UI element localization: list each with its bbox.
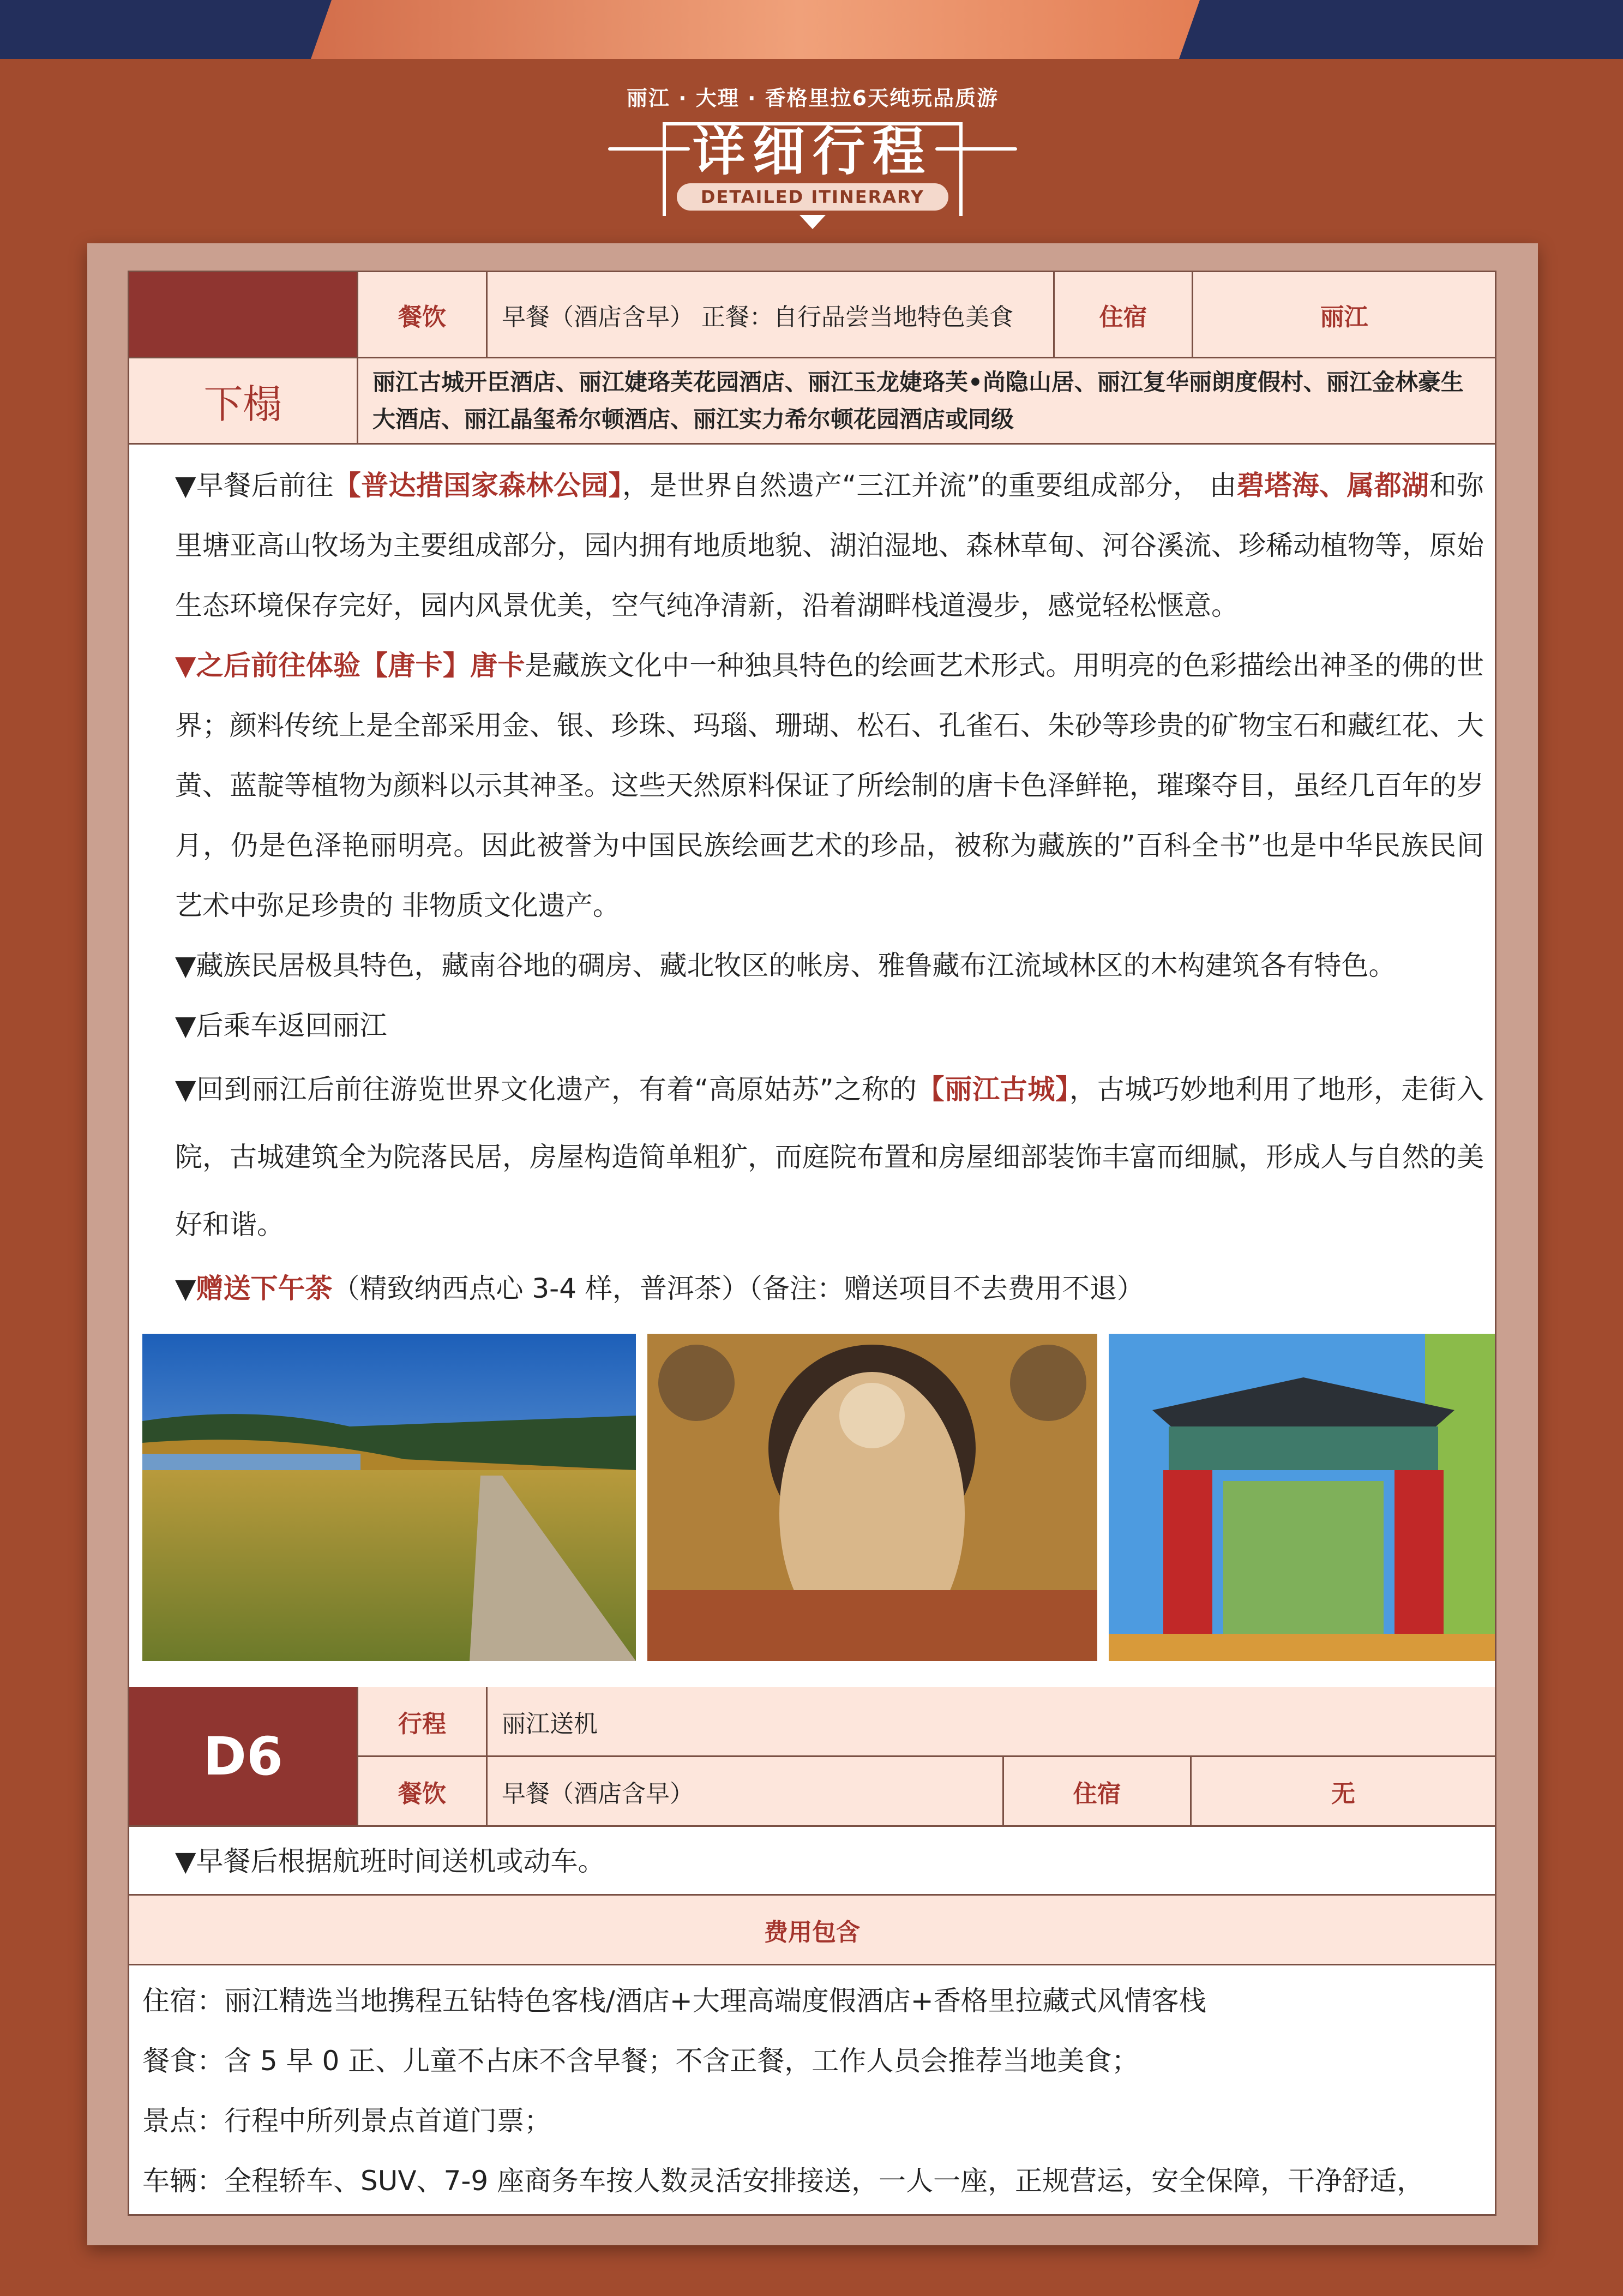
- day5-description: [142, 455, 1484, 1318]
- poi-lijiang-old-town: 【丽江古城】: [917, 1074, 1069, 1105]
- day6-route-label: 行程: [358, 1687, 488, 1757]
- day5-hotel-label: 下榻: [129, 358, 358, 445]
- photo-old-town-gate: [1109, 1334, 1496, 1661]
- top-banner-accent: [311, 0, 1200, 59]
- photo-forest-park: [142, 1334, 636, 1661]
- trip-subtitle: 丽江 · 大理 · 香格里拉6天纯玩品质游: [626, 86, 999, 110]
- photo-thangka: [647, 1334, 1097, 1661]
- day5-para-1: ▼早餐后前往【普达措国家森林公园】，是世界自然遗产“三江并流”的重要组成部分， 由碧塔海、属都湖和弥里塘亚高山牧场为主要组成部分，园内拥有地质地貌、湖泊湿地、森林草甸、河谷溪流、珍稀动植物等，原始生态环境保存完好，园内风景优美，空气纯净清新，沿着湖畔栈道漫步，感觉轻松惬意。: [175, 470, 1484, 621]
- day6-stay-label: 住宿: [1004, 1757, 1192, 1827]
- day6-meal-label: 餐饮: [358, 1757, 488, 1827]
- itinerary-card: [128, 271, 1496, 2216]
- day5-para-4: ▼后乘车返回丽江: [175, 1010, 387, 1041]
- fee-item-vehicle: 车辆：全程轿车、SUV、7-9 座商务车按人数灵活安排接送，一人一座，正规营运，安全保障，干净舒适，: [142, 2165, 1424, 2197]
- fee-item-meals: 餐食：含 5 早 0 正、儿童不占床不含早餐；不含正餐，工作人员会推荐当地美食；: [142, 2045, 1139, 2077]
- day6-note: ▼早餐后根据航班时间送机或动车。: [175, 1845, 605, 1877]
- gift-afternoon-tea: 赠送下午茶: [196, 1273, 333, 1304]
- down-triangle-icon: [800, 215, 826, 229]
- day6-day-badge: D6: [129, 1687, 358, 1827]
- day5-meal-label: 餐饮: [358, 272, 488, 358]
- day5-meal-value: 早餐（酒店含早） 正餐：自行品尝当地特色美食: [488, 272, 1055, 358]
- page-title: 详细行程: [693, 121, 933, 182]
- day5-stay-label: 住宿: [1055, 272, 1193, 358]
- day5-para-3: ▼藏族民居极具特色，藏南谷地的碉房、藏北牧区的帐房、雅鲁藏布江流域林区的木构建筑各有特色。: [175, 950, 1396, 981]
- day5-stay-value: 丽江: [1193, 272, 1495, 358]
- day6-route-value: 丽江送机: [488, 1687, 1495, 1757]
- day5-meal-row: [129, 272, 1495, 358]
- day6-meal-value: 早餐（酒店含早）: [488, 1757, 1004, 1827]
- day6-note-row: [129, 1827, 1495, 1896]
- fees-header: [129, 1896, 1495, 1965]
- day5-para-2: ▼之后前往体验【唐卡】唐卡是藏族文化中一种独具特色的绘画艺术形式。用明亮的色彩描绘出神圣的佛的世界；颜料传统上是全部采用金、银、珍珠、玛瑙、珊瑚、松石、孔雀石、朱砂等珍贵的矿物宝石和藏红花、大黄、蓝靛等植物为颜料以示其神圣。这些天然原料保证了所绘制的唐卡色泽鲜艳，璀璨夺目，虽经几百年的岁月，仍是色泽艳丽明亮。因此被誉为中国民族绘画艺术的珍品，被称为藏族的”百科全书”也是中华民族民间艺术中弥足珍贵的 非物质文化遗产。: [175, 650, 1484, 921]
- day5-day-cell: [129, 272, 358, 358]
- fee-item-tickets: 景点：行程中所列景点首道门票；: [142, 2105, 551, 2137]
- day5-para-6: ▼赠送下午茶（精致纳西点心 3-4 样，普洱茶）（备注：赠送项目不去费用不退）: [175, 1273, 1144, 1304]
- day6-route-row: [129, 1687, 1495, 1787]
- fees-list: [142, 1971, 1484, 2211]
- fees-title: 费用包含: [764, 1918, 860, 1946]
- poi-thangka: ▼之后前往体验【唐卡】唐卡: [175, 650, 525, 681]
- page-title-en: DETAILED ITINERARY: [677, 183, 948, 211]
- day5-hotel-list: 丽江古城开臣酒店、丽江婕珞芙花园酒店、丽江玉龙婕珞芙•尚隐山居、丽江复华丽朗度假村、丽江金林豪生大酒店、丽江晶玺希尔顿酒店、丽江实力希尔顿花园酒店或同级: [358, 358, 1495, 445]
- section-header: [600, 82, 1025, 245]
- fee-item-lodging: 住宿：丽江精选当地携程五钻特色客栈/酒店+大理高端度假酒店+香格里拉藏式风情客栈: [142, 1985, 1206, 2017]
- day5-hotel-row: [129, 358, 1495, 445]
- poi-pudacuo: 【普达措国家森林公园】: [333, 470, 622, 501]
- day5-para-5: ▼回到丽江后前往游览世界文化遗产，有着“高原姑苏”之称的【丽江古城】，古城巧妙地利用了地形，走街入院，古城建筑全为院落民居，房屋构造简单粗犷，而庭院布置和房屋细部装饰丰富而细腻，形成人与自然的美好和谐。: [175, 1074, 1484, 1240]
- poi-bitahai: 碧塔海、属都湖: [1236, 470, 1429, 501]
- day6-stay-value: 无: [1192, 1757, 1495, 1827]
